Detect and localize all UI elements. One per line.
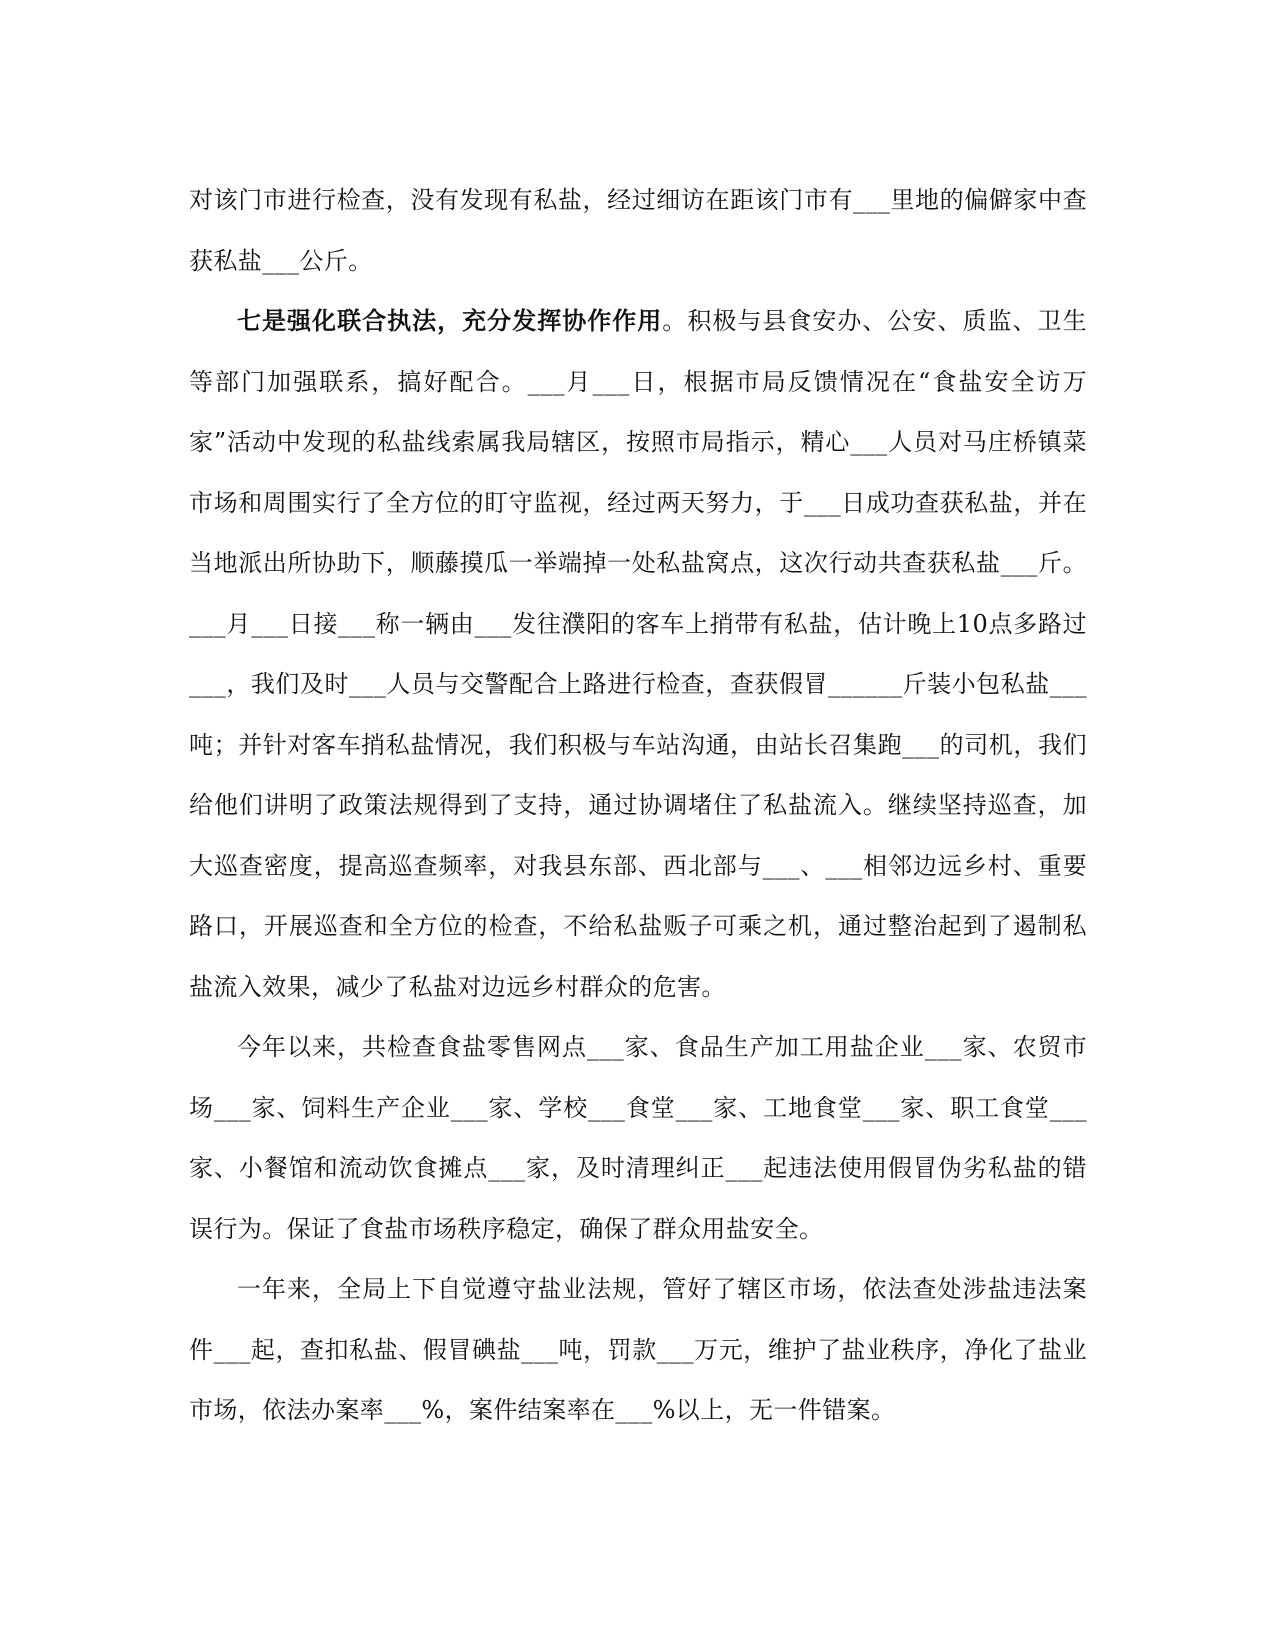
document-body <box>189 170 1087 1441</box>
paragraph-2-text: 。积极与县食安办、公安、质监、卫生等部门加强联系，搞好配合。___月___日，根据市局反馈情况在“食盐安全访万家”活动中发现的私盐线索属我局辖区，按照市局指示，精心___人员对马庄桥镇菜市场和周围实行了全方位的盯守监视，经过两天努力，于___日成功查获私盐，并在当地派出所协助下，顺藤摸瓜一举端掉一处私盐窝点，这次行动共查获私盐___斤。___月___日接___称一辆由___发往濮阳的客车上捎带有私盐，估计晚上10点多路过___，我们及时___人员与交警配合上路进行检查，查获假冒______斤装小包私盐___吨；并针对客车捎私盐情况，我们积极与车站沟通，由站长召集跑___的司机，我们给他们讲明了政策法规得到了支持，通过协调堵住了私盐流入。继续坚持巡查，加大巡查密度，提高巡查频率，对我县东部、西北部与___、___相邻边远乡村、重要路口，开展巡查和全方位的检查，不给私盐贩子可乘之机，通过整治起到了遏制私盐流入效果，减少了私盐对边远乡村群众的危害。 <box>189 307 1087 1001</box>
paragraph-2 <box>189 291 1087 1017</box>
paragraph-1 <box>189 170 1087 291</box>
paragraph-1-text: 对该门市进行检查，没有发现有私盐，经过细访在距该门市有___里地的偏僻家中查获私盐___公斤。 <box>189 186 1087 275</box>
paragraph-3-text: 今年以来，共检查食盐零售网点___家、食品生产加工用盐企业___家、农贸市场___家、饲料生产企业___家、学校___食堂___家、工地食堂___家、职工食堂___家、小餐馆和流动饮食摊点___家，及时清理纠正___起违法使用假冒伪劣私盐的错误行为。保证了食盐市场秩序稳定，确保了群众用盐安全。 <box>189 1033 1087 1243</box>
paragraph-2-heading: 七是强化联合执法，充分发挥协作作用 <box>237 306 663 335</box>
paragraph-3 <box>189 1017 1087 1259</box>
paragraph-4 <box>189 1259 1087 1441</box>
paragraph-4-text: 一年来，全局上下自觉遵守盐业法规，管好了辖区市场，依法查处涉盐违法案件___起，查扣私盐、假冒碘盐___吨，罚款___万元，维护了盐业秩序，净化了盐业市场，依法办案率___%，案件结案率在___%以上，无一件错案。 <box>189 1275 1087 1424</box>
